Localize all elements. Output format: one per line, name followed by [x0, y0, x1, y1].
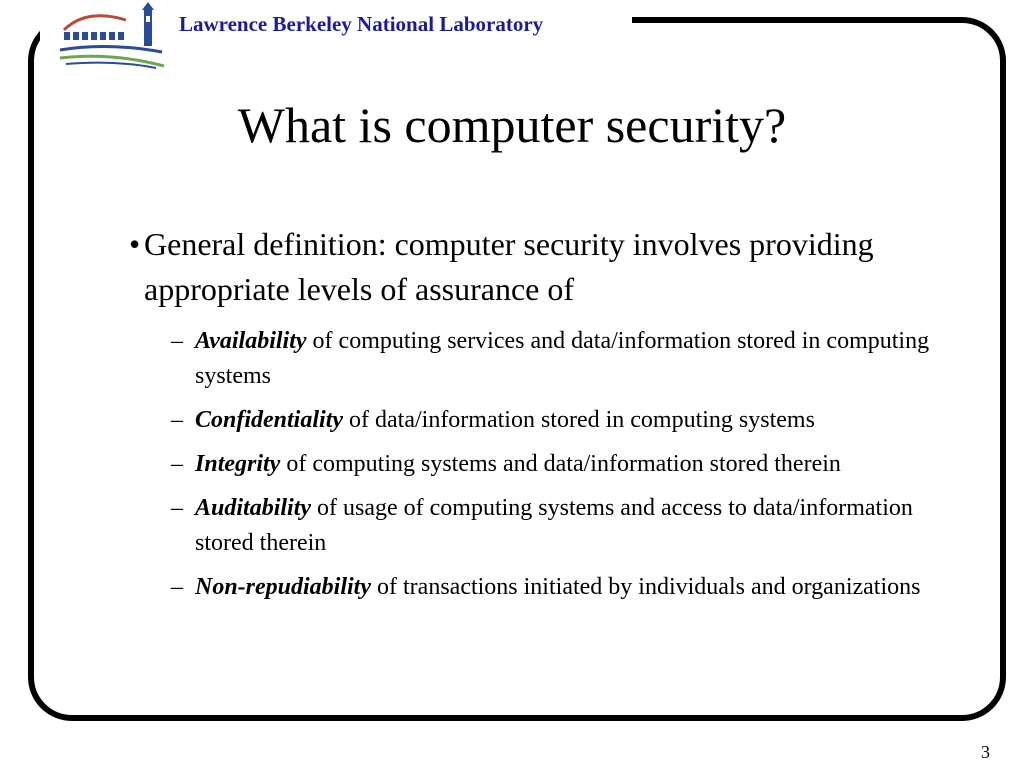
slide-title: What is computer security?: [237, 97, 787, 153]
bullet-mark: •: [129, 226, 141, 262]
dash-mark: –: [171, 574, 183, 600]
sub-bullet-term: Availability: [195, 328, 307, 354]
dash-mark: –: [171, 495, 183, 521]
sub-bullet-term: Integrity: [195, 451, 281, 477]
sub-bullet-auditability: [171, 491, 951, 561]
dash-mark: –: [171, 451, 183, 477]
page-number: 3: [981, 742, 990, 762]
sub-bullet-integrity: [171, 447, 951, 482]
sub-bullet-list: [171, 324, 951, 605]
sub-bullet-text: of usage of computing systems and access to data/information stored therein: [195, 495, 913, 556]
lab-name: Lawrence Berkeley National Laboratory: [179, 12, 544, 36]
sub-bullet-text: of transactions initiated by individuals and organizations: [371, 574, 921, 600]
main-bullet-text: General definition: computer security involves providing appropriate levels of assurance of: [144, 226, 874, 307]
main-bullet: [129, 222, 959, 312]
dash-mark: –: [171, 407, 183, 433]
sub-bullet-text: of data/information stored in computing systems: [343, 407, 815, 433]
sub-bullet-confidentiality: [171, 403, 951, 438]
sub-bullet-text: of computing services and data/information stored in computing systems: [195, 328, 930, 389]
sub-bullet-term: Non-repudiability: [195, 574, 372, 600]
sub-bullet-non-repudiability: [171, 570, 951, 605]
sub-bullet-term: Confidentiality: [195, 407, 344, 433]
sub-bullet-availability: [171, 324, 951, 394]
lbnl-logo-icon: [56, 2, 168, 70]
dash-mark: –: [171, 328, 183, 354]
sub-bullet-term: Auditability: [195, 495, 312, 521]
slide-body: [129, 222, 959, 614]
sub-bullet-text: of computing systems and data/information stored therein: [280, 451, 841, 477]
